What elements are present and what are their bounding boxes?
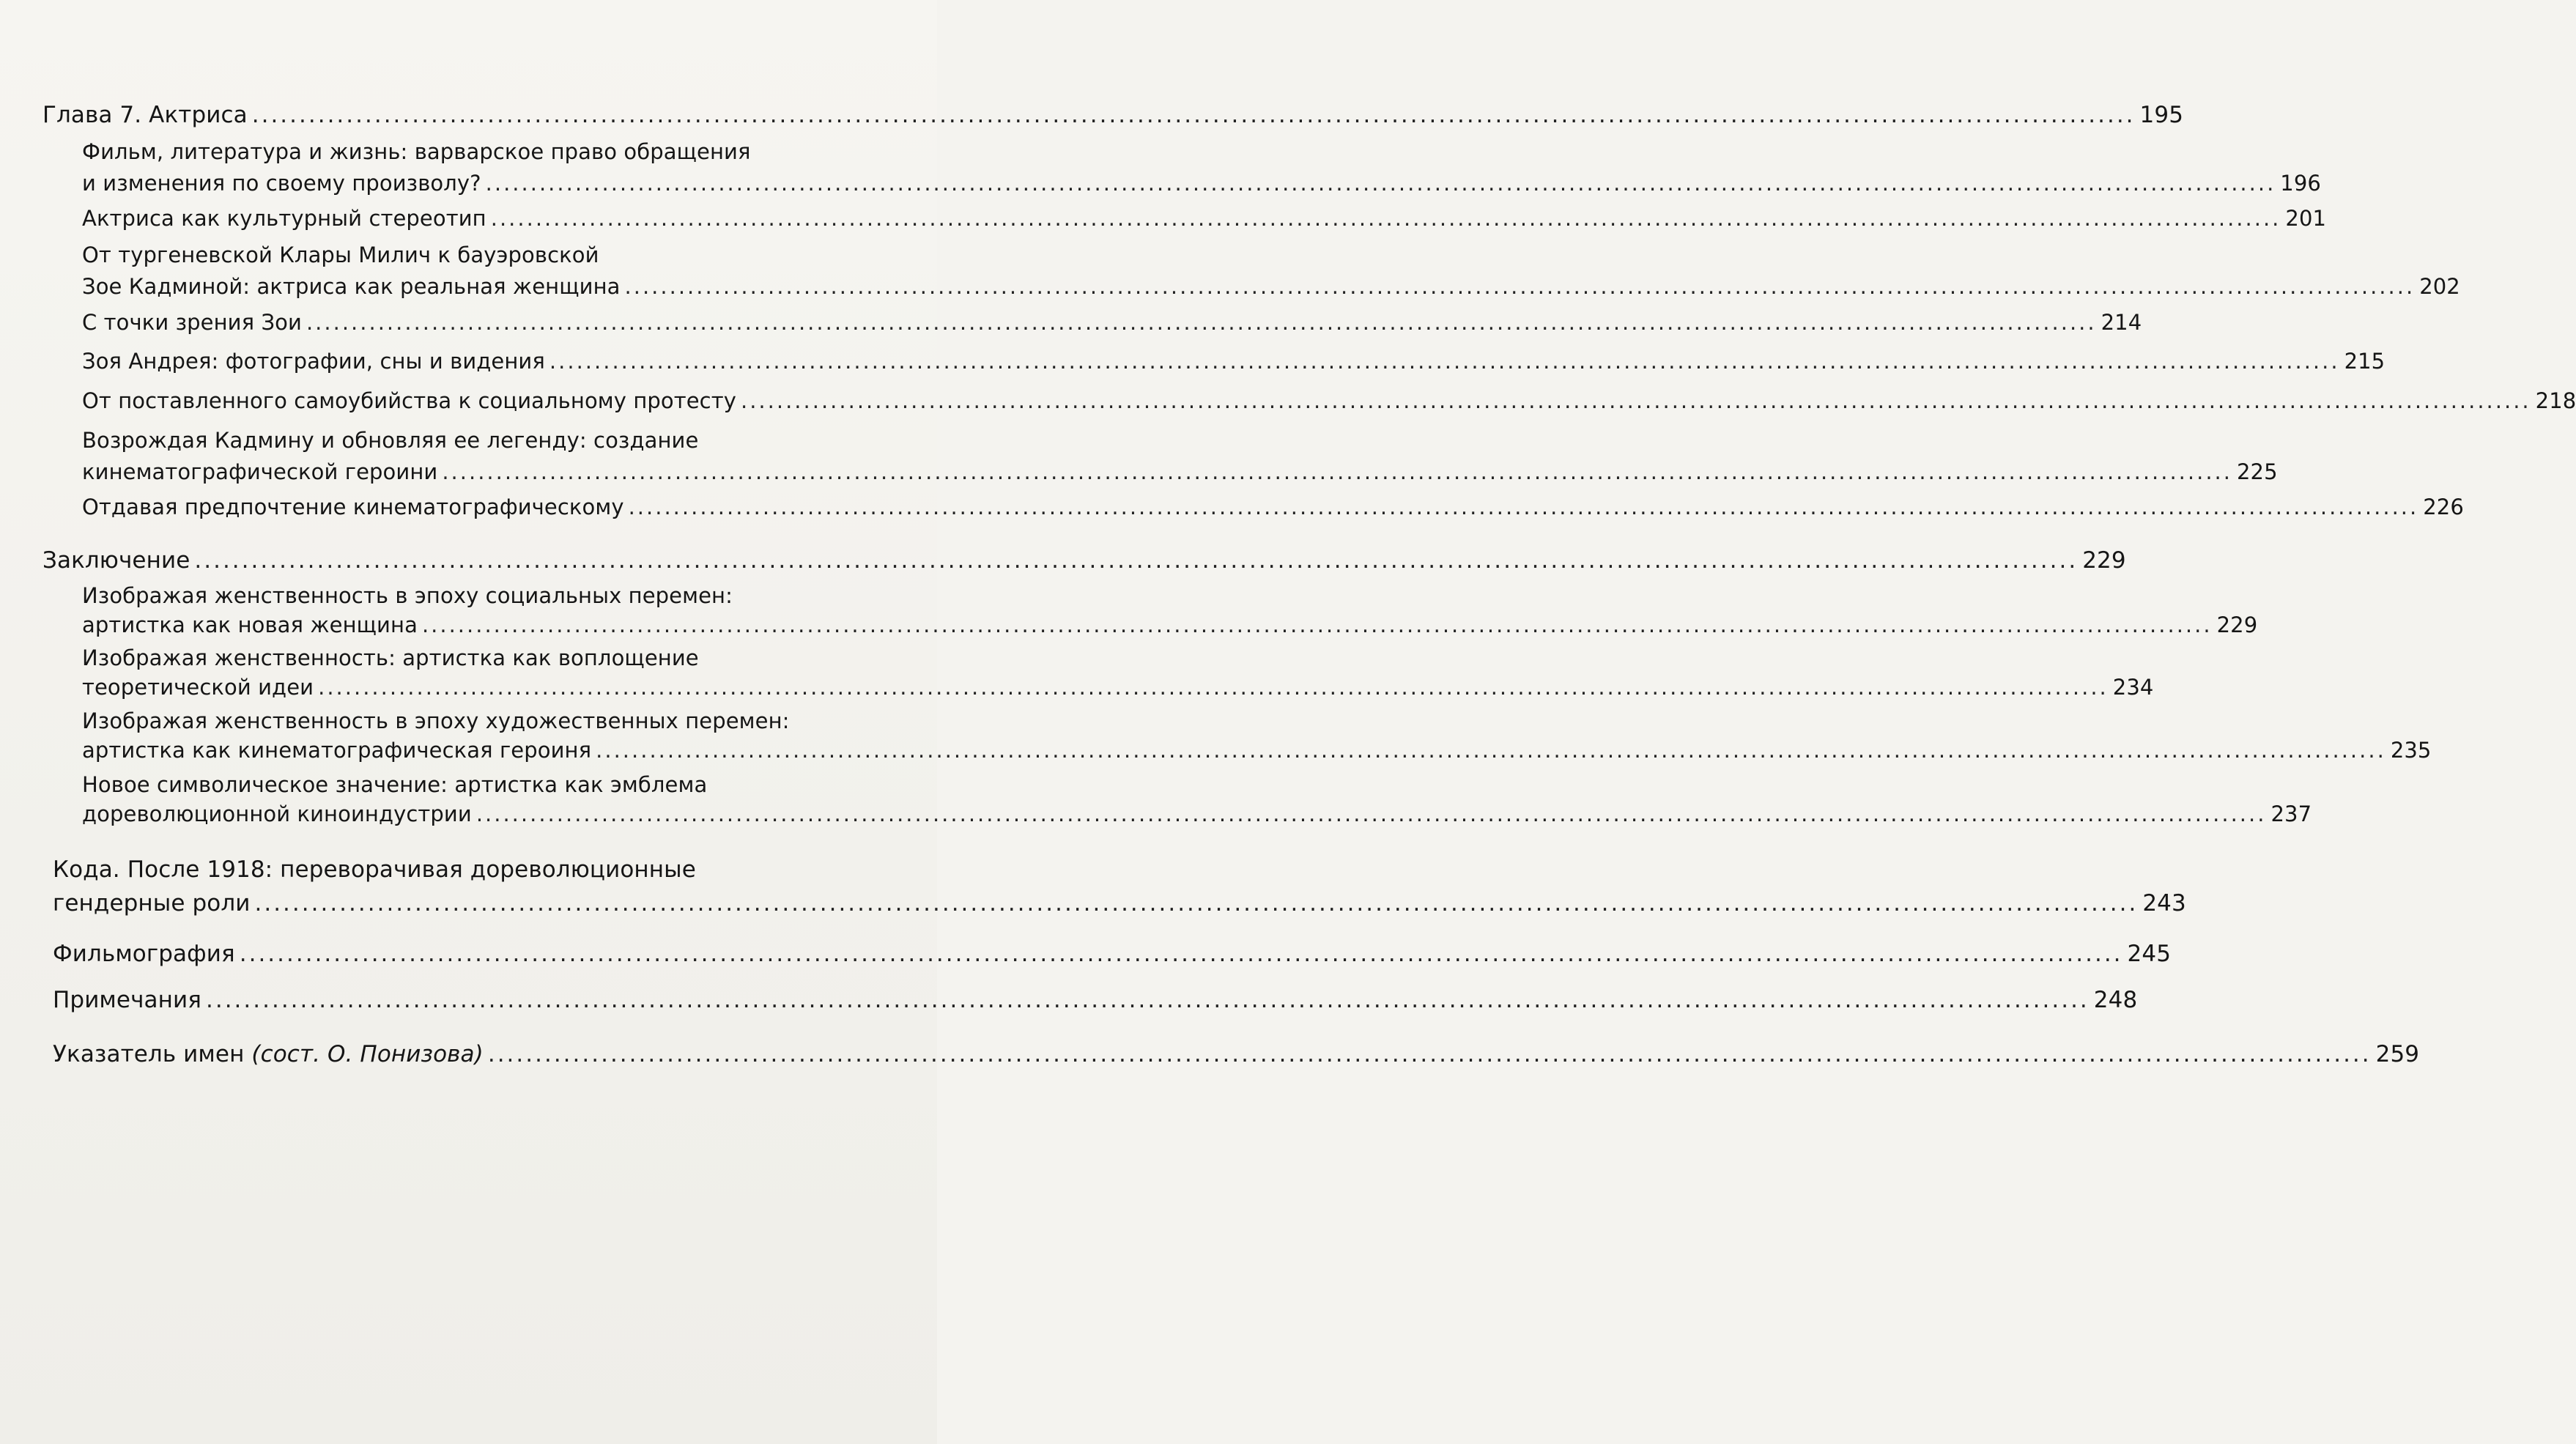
toc-entry-title: Фильмография bbox=[53, 941, 235, 967]
toc-entry-title: кинематографической героини bbox=[82, 459, 438, 484]
toc-entry bbox=[82, 240, 2460, 301]
toc-entry-title: С точки зрения Зои bbox=[82, 310, 302, 335]
toc-entry-title bbox=[53, 1040, 484, 1069]
toc-entry-title: Кода. После 1918: переворачивая дореволюционные bbox=[53, 856, 696, 883]
page-number: 202 bbox=[2419, 274, 2460, 299]
toc-entry bbox=[82, 581, 2258, 640]
page-number: 243 bbox=[2142, 890, 2186, 917]
toc-entry bbox=[82, 386, 2576, 415]
toc-line bbox=[82, 169, 2321, 198]
page-number: 226 bbox=[2423, 495, 2464, 519]
toc-entry-title: От тургеневской Клары Милич к бауэровской bbox=[82, 242, 599, 267]
leader-dots: ........................................................................................................................................................................................................ bbox=[251, 102, 2136, 128]
toc-entry-title: Изображая женственность в эпоху художественных перемен: bbox=[82, 708, 790, 733]
leader-dots: ........................................................................................................................................................................................................ bbox=[205, 987, 2090, 1013]
leader-dots: ........................................................................................................................................................................................................ bbox=[318, 675, 2109, 700]
toc-entry-title: Актриса как культурный стереотип bbox=[82, 206, 486, 231]
index-title: Указатель имен bbox=[53, 1041, 245, 1067]
toc-entry-conclusion bbox=[42, 546, 2126, 575]
page-number: 248 bbox=[2093, 987, 2138, 1013]
toc-entry bbox=[82, 706, 2432, 765]
toc-entry bbox=[82, 643, 2154, 702]
toc-entry-title: Отдавая предпочтение кинематографическому bbox=[82, 495, 624, 519]
toc-entry-title: Фильм, литература и жизнь: варварское право обращения bbox=[82, 139, 751, 164]
toc-entry-filmography bbox=[53, 939, 2172, 969]
toc-entry-title: Глава 7. Актриса bbox=[42, 102, 248, 128]
toc-line bbox=[42, 100, 2184, 130]
toc-line bbox=[53, 985, 2138, 1015]
toc-entry bbox=[82, 347, 2386, 376]
toc-entry-title: Изображая женственность: артистка как воплощение bbox=[82, 645, 699, 670]
toc-entry-index bbox=[53, 1040, 2420, 1069]
page-number: 225 bbox=[2237, 459, 2278, 484]
toc-line bbox=[82, 272, 2460, 301]
toc-entry-notes bbox=[53, 985, 2138, 1015]
toc-line bbox=[82, 308, 2142, 337]
toc-entry-coda bbox=[53, 855, 2186, 918]
toc-line bbox=[82, 736, 2432, 765]
toc-line bbox=[82, 673, 2154, 702]
toc-entry-title: артистка как кинематографическая героиня bbox=[82, 738, 592, 763]
toc-entry bbox=[82, 426, 2278, 486]
toc-entry-chapter-7 bbox=[42, 100, 2184, 130]
toc-line bbox=[53, 889, 2186, 918]
leader-dots: ........................................................................................................................................................................................................ bbox=[421, 612, 2213, 637]
toc-line bbox=[42, 546, 2126, 575]
toc-line bbox=[82, 610, 2258, 640]
page-number: 214 bbox=[2101, 310, 2142, 335]
page-number: 229 bbox=[2082, 547, 2126, 574]
leader-dots: ........................................................................................................................................................................................................ bbox=[741, 388, 2531, 413]
leader-dots: ........................................................................................................................................................................................................ bbox=[628, 495, 2419, 519]
leader-dots: ........................................................................................................................................................................................................ bbox=[624, 274, 2416, 299]
toc-entry bbox=[82, 770, 2312, 829]
toc-entry-title: артистка как новая женщина bbox=[82, 612, 418, 637]
toc-line bbox=[82, 799, 2312, 829]
leader-dots: ........................................................................................................................................................................................................ bbox=[239, 941, 2123, 967]
page-number: 245 bbox=[2127, 941, 2172, 967]
leader-dots: ........................................................................................................................................................................................................ bbox=[442, 459, 2232, 484]
toc-entry-title: Заключение bbox=[42, 547, 190, 574]
leader-dots: ........................................................................................................................................................................................................ bbox=[490, 206, 2281, 231]
toc-line bbox=[53, 1040, 2420, 1069]
leader-dots: ........................................................................................................................................................................................................ bbox=[485, 171, 2276, 196]
toc-line bbox=[82, 386, 2576, 415]
page-number: 259 bbox=[2375, 1041, 2420, 1067]
toc-entry bbox=[82, 492, 2464, 522]
leader-dots: ........................................................................................................................................................................................................ bbox=[194, 547, 2079, 574]
toc-entry-title: От поставленного самоубийства к социальному протесту bbox=[82, 388, 736, 413]
leader-dots: ........................................................................................................................................................................................................ bbox=[487, 1041, 2372, 1067]
page-number: 215 bbox=[2344, 349, 2386, 374]
toc-entry-title: Новое символическое значение: артистка как эмблема bbox=[82, 772, 708, 797]
page-number: 237 bbox=[2270, 801, 2312, 826]
page-number: 218 bbox=[2535, 388, 2576, 413]
page-number: 235 bbox=[2390, 738, 2432, 763]
toc-line bbox=[82, 457, 2278, 486]
toc-entry bbox=[82, 137, 2321, 198]
toc-entry-title: Зоя Андрея: фотографии, сны и видения bbox=[82, 349, 545, 374]
toc-line bbox=[82, 204, 2327, 233]
toc-entry-title: и изменения по своему произволу? bbox=[82, 171, 481, 196]
toc-entry bbox=[82, 308, 2142, 337]
leader-dots: ........................................................................................................................................................................................................ bbox=[549, 349, 2340, 374]
index-author: (сост. О. Понизова) bbox=[251, 1041, 484, 1067]
page-number: 195 bbox=[2139, 102, 2184, 128]
page-number: 201 bbox=[2285, 206, 2327, 231]
leader-dots: ........................................................................................................................................................................................................ bbox=[306, 310, 2097, 335]
toc-line bbox=[82, 347, 2386, 376]
toc-entry-title: Примечания bbox=[53, 987, 201, 1013]
toc-entry-title: Возрождая Кадмину и обновляя ее легенду: создание bbox=[82, 428, 699, 453]
leader-dots: ........................................................................................................................................................................................................ bbox=[596, 738, 2386, 763]
toc-line bbox=[82, 492, 2464, 522]
page-number: 234 bbox=[2112, 675, 2154, 700]
toc-entry-title: Зое Кадминой: актриса как реальная женщина bbox=[82, 274, 621, 299]
page-number: 196 bbox=[2280, 171, 2321, 196]
toc-entry-title: Изображая женственность в эпоху социальных перемен: bbox=[82, 583, 733, 608]
toc-entry-title: теоретической идеи bbox=[82, 675, 314, 700]
toc-entry-title: гендерные роли bbox=[53, 890, 251, 917]
toc-entry bbox=[82, 204, 2327, 233]
toc-line bbox=[53, 939, 2172, 969]
leader-dots: ........................................................................................................................................................................................................ bbox=[254, 890, 2139, 917]
toc-entry-title: дореволюционной киноиндустрии bbox=[82, 801, 472, 826]
page-number: 229 bbox=[2216, 612, 2258, 637]
leader-dots: ........................................................................................................................................................................................................ bbox=[475, 801, 2267, 826]
